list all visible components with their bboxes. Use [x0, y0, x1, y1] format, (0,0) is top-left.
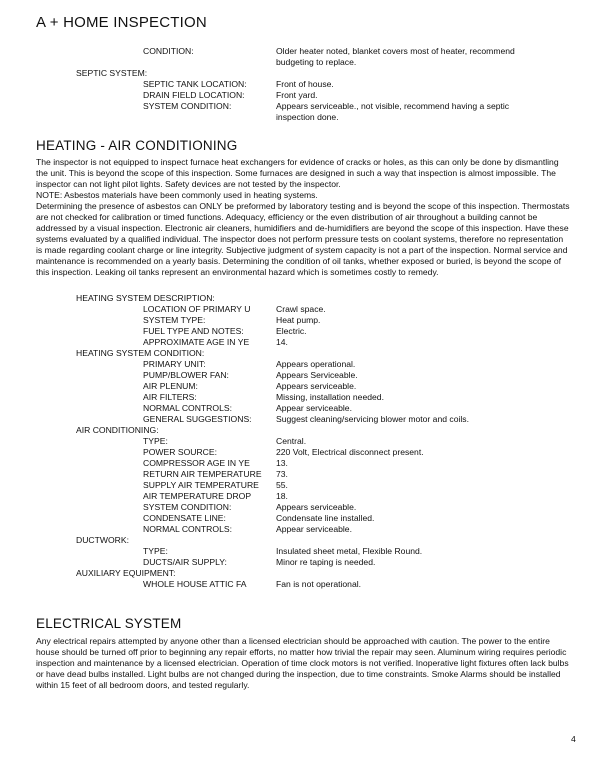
- field-label: POWER SOURCE:: [143, 447, 218, 457]
- field-value: Front of house.: [276, 79, 334, 89]
- electrical-section-title: ELECTRICAL SYSTEM: [36, 616, 182, 631]
- field-value: Appears serviceable.: [276, 381, 357, 391]
- field-value: Appears operational.: [276, 359, 356, 369]
- field-label: GENERAL SUGGESTIONS:: [143, 414, 252, 424]
- field-value: Electric.: [276, 326, 307, 336]
- field-value: Appears serviceable., not visible, recommend having a septic inspection done.: [276, 101, 510, 122]
- field-label: LOCATION OF PRIMARY U: [143, 304, 251, 314]
- field-value: 14.: [276, 337, 288, 347]
- field-value: Appears serviceable.: [276, 502, 357, 512]
- field-value: Central.: [276, 436, 307, 446]
- field-label: AIR PLENUM:: [143, 381, 198, 391]
- field-value: Suggest cleaning/servicing blower motor and coils.: [276, 414, 469, 424]
- field-label: CONDENSATE LINE:: [143, 513, 226, 523]
- group-label: HEATING SYSTEM DESCRIPTION:: [76, 293, 215, 303]
- field-value: Minor re taping is needed.: [276, 557, 376, 567]
- field-value: 13.: [276, 458, 288, 468]
- field-label: DUCTS/AIR SUPPLY:: [143, 557, 227, 567]
- group-label: SEPTIC SYSTEM:: [76, 68, 148, 78]
- field-value: 220 Volt, Electrical disconnect present.: [276, 447, 424, 457]
- field-value: Heat pump.: [276, 315, 321, 325]
- field-value: Front yard.: [276, 90, 318, 100]
- field-value: Missing, installation needed.: [276, 392, 384, 402]
- electrical-disclaimer: [36, 636, 571, 691]
- field-value: Insulated sheet metal, Flexible Round.: [276, 546, 423, 556]
- heating-disclaimer: [36, 157, 571, 278]
- group-label: HEATING SYSTEM CONDITION:: [76, 348, 205, 358]
- heating-section-title: HEATING - AIR CONDITIONING: [36, 138, 238, 153]
- field-label: PUMP/BLOWER FAN:: [143, 370, 229, 380]
- field-label: NORMAL CONTROLS:: [143, 524, 232, 534]
- field-value: Appear serviceable.: [276, 403, 352, 413]
- field-label: TYPE:: [143, 546, 168, 556]
- electrical-paragraph: Any electrical repairs attempted by anyone other than a licensed electrician should be approached with caution. The power to the entire house should be turned off prior to beginning any repair efforts, no matter how trivial the repair may seen. Aluminum wiring requires periodic inspection and maintenance by a licensed electrician. Operation of time clock motors is not verified. Inoperative light fixtures often lack bulbs or have dead bulbs installed. Light bulbs are not changed during the inspection, due to time constraints. Smoke Alarms should be installed within 15 feet of all bedroom doors, and tested regularly.: [36, 636, 569, 690]
- field-label: SYSTEM TYPE:: [143, 315, 206, 325]
- field-label: TYPE:: [143, 436, 168, 446]
- heating-paragraph-2: NOTE: Asbestos materials have been commonly used in heating systems.: [36, 190, 318, 200]
- group-label: AIR CONDITIONING:: [76, 425, 159, 435]
- field-label: APPROXIMATE AGE IN YE: [143, 337, 250, 347]
- heating-paragraph-3: Determining the presence of asbestos can ONLY be preformed by laboratory testing and is beyond the scope of this inspection. Thermostats are not checked for calibration or timed functions. Adequacy, efficiency or the even distribution of air throughout a building cannot be addressed by a visual inspection. Electronic air cleaners, humidifiers and de-humidifiers are beyond the scope of this inspection. Have these systems evaluated by a qualified individual. The inspector does not perform pressure tests on coolant systems, therefore no representation is made regarding coolant charge or line integrity. Subjective judgment of system capacity is not a part of the inspection. Normal service and maintenance is recommended on a yearly basis. Determining the condition of oil tanks, whether exposed or buried, is beyond the scope of this inspection. Leaking oil tanks represent an environmental hazard which is sometimes costly to remedy.: [36, 201, 570, 277]
- field-value: Appear serviceable.: [276, 524, 352, 534]
- field-value: 18.: [276, 491, 288, 501]
- field-label: WHOLE HOUSE ATTIC FA: [143, 579, 247, 589]
- field-value: Condensate line installed.: [276, 513, 375, 523]
- field-label: SYSTEM CONDITION:: [143, 101, 232, 111]
- field-label: RETURN AIR TEMPERATURE: [143, 469, 262, 479]
- field-label: NORMAL CONTROLS:: [143, 403, 232, 413]
- field-label: SEPTIC TANK LOCATION:: [143, 79, 247, 89]
- group-label: DUCTWORK:: [76, 535, 129, 545]
- heating-paragraph-1: The inspector is not equipped to inspect furnace heat exchangers for evidence of cracks or holes, as this can only be done by dismantling the unit. This is beyond the scope of this inspection. Some furnaces are designed in such a way that inspection is almost impossible. The inspector can not light pilot lights. Safety devices are not tested by the inspector.: [36, 157, 559, 189]
- field-label: CONDITION:: [143, 46, 194, 56]
- field-label: SYSTEM CONDITION:: [143, 502, 232, 512]
- field-label: PRIMARY UNIT:: [143, 359, 206, 369]
- field-value: Older heater noted, blanket covers most of heater, recommend budgeting to replace.: [276, 46, 515, 67]
- field-label: AIR TEMPERATURE DROP: [143, 491, 252, 501]
- field-value: Appears Serviceable.: [276, 370, 358, 380]
- page-number: 4: [571, 734, 576, 744]
- group-label: AUXILIARY EQUIPMENT:: [76, 568, 176, 578]
- page-title: A + HOME INSPECTION: [36, 14, 207, 31]
- field-label: DRAIN FIELD LOCATION:: [143, 90, 245, 100]
- field-value: 73.: [276, 469, 288, 479]
- field-value: 55.: [276, 480, 288, 490]
- field-value: Crawl space.: [276, 304, 326, 314]
- field-label: AIR FILTERS:: [143, 392, 197, 402]
- field-label: SUPPLY AIR TEMPERATURE: [143, 480, 259, 490]
- field-label: COMPRESSOR AGE IN YE: [143, 458, 250, 468]
- field-label: FUEL TYPE AND NOTES:: [143, 326, 244, 336]
- field-value: Fan is not operational.: [276, 579, 362, 589]
